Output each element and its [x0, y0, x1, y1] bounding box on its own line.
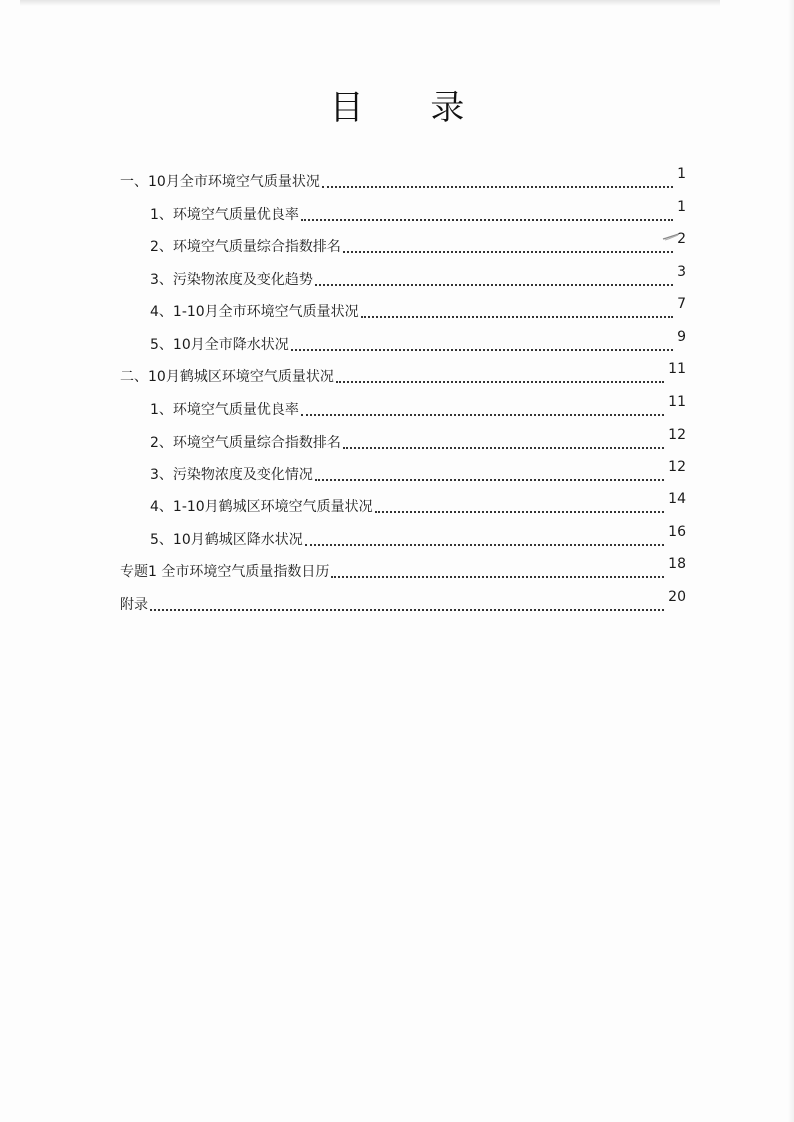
toc-entry-label: 附录: [120, 597, 148, 613]
toc-entry-label: 2、环境空气质量综合指数排名: [150, 435, 341, 451]
toc-entry[interactable]: [150, 296, 686, 322]
toc-page-number: 1: [677, 166, 686, 182]
toc-entry[interactable]: [150, 524, 686, 550]
toc-entry-label: 4、1-10月全市环境空气质量状况: [150, 304, 359, 320]
toc-entry[interactable]: [150, 199, 686, 225]
toc-entry-label: 一、10月全市环境空气质量状况: [120, 174, 320, 190]
toc-dot-leader: [315, 284, 673, 286]
toc-page-number: 7: [677, 296, 686, 312]
toc-page-number: 20: [668, 589, 686, 605]
toc-entry-label: 3、污染物浓度及变化情况: [150, 467, 313, 483]
page-title: 目 录: [329, 88, 493, 128]
toc-page-number: 11: [668, 394, 686, 410]
toc-entry-label: 4、1-10月鹤城区环境空气质量状况: [150, 499, 373, 515]
toc-entry-label: 2、环境空气质量综合指数排名: [150, 239, 341, 255]
toc-page-number: 12: [668, 459, 686, 475]
toc-dot-leader: [336, 381, 664, 383]
toc-entry-label: 5、10月全市降水状况: [150, 337, 289, 353]
toc-page-number: 11: [668, 361, 686, 377]
toc-page-number: 1: [677, 199, 686, 215]
toc-entry-label: 专题1 全市环境空气质量指数日历: [120, 564, 330, 580]
toc-entry[interactable]: [120, 589, 686, 615]
toc-page-number: 2: [677, 231, 686, 247]
toc-entry[interactable]: [150, 459, 686, 485]
toc-entry-label: 5、10月鹤城区降水状况: [150, 532, 303, 548]
toc-dot-leader: [361, 316, 673, 318]
toc-page-number: 12: [668, 427, 686, 443]
toc-dot-leader: [343, 447, 664, 449]
toc-entry-label: 3、污染物浓度及变化趋势: [150, 272, 313, 288]
toc-dot-leader: [305, 544, 664, 546]
toc-dot-leader: [315, 479, 664, 481]
toc-entry[interactable]: [120, 556, 686, 582]
toc-entry-label: 1、环境空气质量优良率: [150, 207, 299, 223]
toc-entry[interactable]: [150, 394, 686, 420]
toc-page-number: 9: [677, 329, 686, 345]
toc-page-number: 14: [668, 491, 686, 507]
toc-page-number: 16: [668, 524, 686, 540]
toc-entry[interactable]: [120, 166, 686, 192]
toc-page-number: 3: [677, 264, 686, 280]
toc-page-number: 18: [668, 556, 686, 572]
toc-entry[interactable]: [150, 231, 686, 257]
toc-entry[interactable]: [120, 361, 686, 387]
toc-entry-label: 1、环境空气质量优良率: [150, 402, 299, 418]
toc-dot-leader: [331, 576, 664, 578]
toc-entry[interactable]: [150, 427, 686, 453]
toc-entry[interactable]: [150, 329, 686, 355]
pen-mark-icon: [662, 233, 680, 241]
toc-entry[interactable]: [150, 264, 686, 290]
toc-dot-leader: [291, 349, 673, 351]
toc-entry-label: 二、10月鹤城区环境空气质量状况: [120, 369, 334, 385]
toc-dot-leader: [150, 609, 664, 611]
toc-dot-leader: [301, 414, 664, 416]
toc-entry[interactable]: [150, 491, 686, 517]
toc-dot-leader: [375, 511, 664, 513]
toc-dot-leader: [301, 219, 673, 221]
toc-dot-leader: [343, 251, 673, 253]
toc-dot-leader: [322, 186, 673, 188]
